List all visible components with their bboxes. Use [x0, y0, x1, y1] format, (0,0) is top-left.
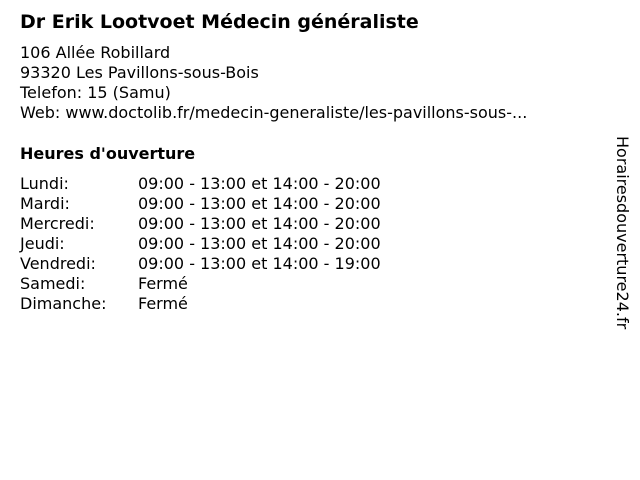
day-label: Vendredi:: [20, 254, 96, 273]
day-label: Mercredi:: [20, 214, 95, 233]
hours-heading: Heures d'ouverture: [20, 144, 196, 163]
time-value: Fermé: [138, 274, 188, 293]
time-value: 09:00 - 13:00 et 14:00 - 20:00: [138, 174, 381, 193]
hours-row-friday: [20, 254, 381, 274]
phone-number: Telefon: 15 (Samu): [20, 83, 171, 102]
hours-row-thursday: [20, 234, 381, 254]
opening-hours-list: [20, 174, 381, 314]
hours-row-wednesday: [20, 214, 381, 234]
hours-row-monday: [20, 174, 381, 194]
time-value: Fermé: [138, 294, 188, 313]
hours-row-sunday: [20, 294, 381, 314]
time-value: 09:00 - 13:00 et 14:00 - 19:00: [138, 254, 381, 273]
site-watermark: Horairesdouverture24.fr: [613, 136, 632, 330]
time-value: 09:00 - 13:00 et 14:00 - 20:00: [138, 194, 381, 213]
street-address: 106 Allée Robillard: [20, 43, 171, 62]
hours-row-tuesday: [20, 194, 381, 214]
city-address: 93320 Les Pavillons-sous-Bois: [20, 63, 259, 82]
website-link[interactable]: Web: www.doctolib.fr/medecin-generaliste/les-pavillons-sous-...: [20, 103, 528, 122]
hours-row-saturday: [20, 274, 381, 294]
day-label: Samedi:: [20, 274, 86, 293]
day-label: Mardi:: [20, 194, 70, 213]
time-value: 09:00 - 13:00 et 14:00 - 20:00: [138, 234, 381, 253]
day-label: Lundi:: [20, 174, 69, 193]
day-label: Jeudi:: [20, 234, 65, 253]
contact-info: [20, 43, 527, 123]
time-value: 09:00 - 13:00 et 14:00 - 20:00: [138, 214, 381, 233]
page-title: Dr Erik Lootvoet Médecin généraliste: [20, 11, 419, 33]
day-label: Dimanche:: [20, 294, 107, 313]
